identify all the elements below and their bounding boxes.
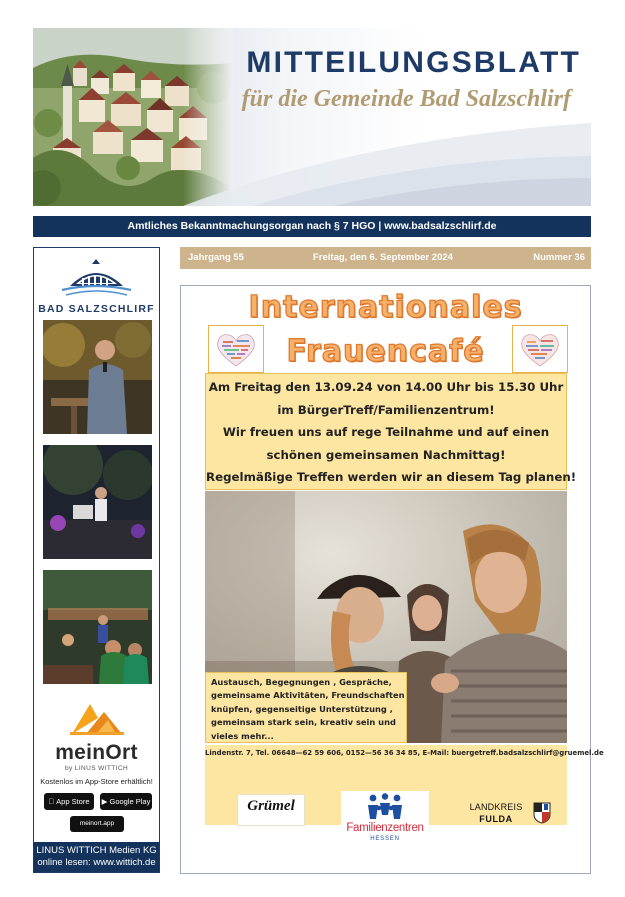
announcement-line: Regelmäßige Treffen werden wir an diesem Tag planen!: [206, 470, 577, 485]
sidebar: [33, 247, 160, 873]
activities-line: knüpfen, gegenseitige Unterstützung ,: [211, 703, 393, 714]
app-store-button[interactable]: [44, 793, 94, 810]
poster-title-line1: Internationales: [248, 290, 523, 325]
publisher-name: LINUS WITTICH Medien KG: [36, 845, 157, 856]
poster-title-line2: Frauencafé: [286, 334, 485, 369]
issue-bar: [180, 247, 591, 269]
contact-text: Lindenstr. 7, Tel. 06648—62 59 606, 0152—56 36 34 85, E-Mail: buergetreff.badsalzschlirf@gruemel.de: [205, 749, 604, 757]
meinort-tagline: Kostenlos im App-Store erhältlich!: [40, 777, 153, 786]
coat-of-arms-icon: [533, 802, 551, 824]
familienzentren-logo: [341, 791, 429, 843]
meinort-name: meinOrt: [55, 741, 138, 764]
play-icon: ▶: [101, 797, 108, 806]
announcement-line: Am Freitag den 13.09.24 von 14.00 Uhr bis 15.30 Uhr: [208, 380, 564, 394]
landkreis-line2: FULDA: [479, 814, 513, 824]
landkreis-line1: LANDKREIS: [469, 802, 523, 812]
masthead-banner: [33, 28, 591, 206]
meinort-byline: by LINUS WITTICH: [64, 765, 129, 772]
google-play-button[interactable]: [100, 793, 152, 810]
organ-bar: Amtliches Bekanntmachungsorgan nach § 7 HGO | www.badsalzschlirf.de: [33, 216, 591, 237]
publication-subtitle: für die Gemeinde Bad Salzschlirf: [241, 86, 571, 112]
issue-date: Freitag, den 6. September 2024: [313, 252, 453, 263]
activities-line: vieles mehr...: [211, 730, 274, 741]
landkreis-fulda-logo: [461, 802, 559, 828]
sidebar-footer: [34, 842, 159, 872]
meinort-logo-icon: [64, 698, 130, 738]
heart-wordcloud-icon: [208, 325, 264, 373]
bad-salzschlirf-logo-icon: [34, 256, 159, 300]
event-poster: [180, 285, 604, 874]
gruemel-logo-subline: [238, 816, 304, 820]
gruemel-logo: [237, 794, 305, 826]
event-photo-stage: [43, 445, 152, 559]
activities-box: [205, 672, 407, 743]
sidebar-brand: BAD SALZSCHLIRF: [38, 303, 155, 315]
familienzentren-region: HESSEN: [370, 836, 400, 842]
announcement-line: Wir freuen uns auf rege Teilnahme und auf einen: [222, 425, 550, 440]
family-people-icon: [367, 793, 403, 821]
familienzentren-text: Familienzentren: [346, 822, 424, 834]
event-photo-audience: [43, 570, 152, 684]
activities-line: gemeinsame Aktivitäten, Freundschaften: [211, 690, 405, 701]
publication-title: MITTEILUNGSBLATT: [246, 46, 581, 79]
google-play-label: Google Play: [109, 797, 151, 806]
web-app-button[interactable]: meinort.app: [70, 816, 124, 832]
app-store-label: App Store: [52, 797, 86, 806]
apple-icon: [48, 797, 54, 806]
activities-line: gemeinsam stark sein, kreativ sein und: [211, 717, 396, 728]
announcement-line: im BürgerTreff/Familienzentrum!: [277, 402, 495, 417]
announcement-line: schönen gemeinsamen Nachmittag!: [266, 447, 506, 462]
gruemel-logo-text: Grümel: [247, 798, 295, 814]
activities-line: Austausch, Begegnungen , Gespräche,: [211, 677, 392, 687]
event-photo-speaker: [43, 320, 152, 434]
issue-number: Nummer 36: [533, 252, 585, 263]
online-link[interactable]: online lesen: www.wittich.de: [37, 857, 156, 868]
announcement-box: [205, 373, 577, 490]
heart-wordcloud-icon: [512, 325, 568, 373]
issue-volume: Jahrgang 55: [188, 252, 244, 263]
